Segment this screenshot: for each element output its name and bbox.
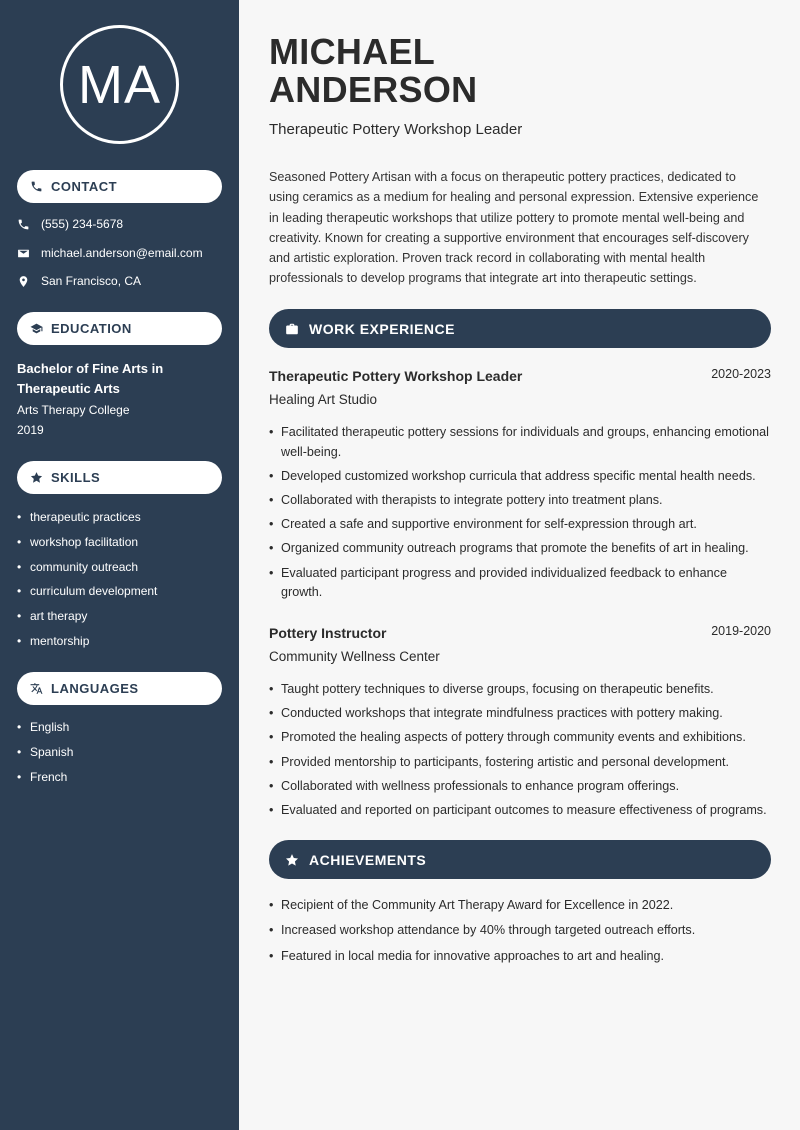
job-company: Healing Art Studio [269,392,378,407]
location-text: San Francisco, CA [41,274,142,288]
achievement-item: • Recipient of the Community Art Therapy Award for Excellence in 2022. [269,896,769,916]
job-title: Therapeutic Pottery Workshop Leader [269,368,523,384]
map-pin-icon [17,275,30,288]
job-bullet: • Evaluated participant progress and provided individualized feedback to enhance growth. [269,564,769,603]
work-experience-heading [269,309,771,348]
job-company: Community Wellness Center [269,649,440,664]
job-bullet: • Collaborated with therapists to integrate pottery into treatment plans. [269,491,769,511]
email-text: michael.anderson@email.com [41,246,203,260]
name-first: MICHAEL [269,31,436,72]
contact-email [17,246,203,260]
profile-summary: Seasoned Pottery Artisan with a focus on therapeutic pottery practices, dedicated to using ceramics as a medium for healing and personal expression. Extensive experience in leading therapeutic workshops that utilize pottery to promote mental well-being and creativity. Known for creating a supportive environment that encourages self-discovery and artistic exploration. Proven track record in collaborating with mental health professionals to develop programs that integrate art into therapeutic settings. [269,170,759,286]
work-experience-label: WORK EXPERIENCE [309,320,455,337]
job-bullet: • Collaborated with wellness professionals to enhance program offerings. [269,777,769,797]
skills-list [17,509,157,658]
job-bullet: • Facilitated therapeutic pottery sessions for individuals and groups, enhancing emotional well-being. [269,423,769,462]
language-item: • English [17,719,73,744]
job-bullet: • Taught pottery techniques to diverse groups, focusing on therapeutic benefits. [269,680,769,700]
education-heading-label: EDUCATION [51,321,132,336]
star-icon [285,853,299,867]
contact-heading [17,170,222,203]
envelope-icon [17,247,30,260]
job-title: Pottery Instructor [269,625,387,641]
graduation-cap-icon [30,322,43,335]
achievements-list [269,896,769,971]
candidate-name [269,33,477,109]
contact-heading-label: CONTACT [51,179,118,194]
degree: Bachelor of Fine Arts in Therapeutic Arts [17,361,164,396]
education-heading [17,312,222,345]
job-bullets [269,423,769,607]
star-icon [30,471,43,484]
skill-item: • mentorship [17,633,157,658]
contact-location [17,274,141,288]
achievements-heading [269,840,771,879]
job-headline: Therapeutic Pottery Workshop Leader [269,121,523,138]
job-bullet: • Provided mentorship to participants, fostering artistic and personal development. [269,753,769,773]
skills-heading [17,461,222,494]
languages-heading-label: LANGUAGES [51,681,139,696]
job-bullet: • Created a safe and supportive environment for self-expression through art. [269,515,769,535]
job-bullet: • Promoted the healing aspects of pottery through community events and exhibitions. [269,728,769,748]
language-item: • Spanish [17,744,73,769]
skills-heading-label: SKILLS [51,470,101,485]
achievements-label: ACHIEVEMENTS [309,851,427,868]
job-bullet: • Evaluated and reported on participant outcomes to measure effectiveness of programs. [269,801,769,821]
contact-phone [17,217,123,231]
sidebar [0,0,239,1130]
job-bullets [269,680,769,825]
job-bullet: • Conducted workshops that integrate mindfulness practices with pottery making. [269,704,769,724]
translate-icon [30,682,43,695]
skill-item: • therapeutic practices [17,509,157,534]
achievement-item: • Increased workshop attendance by 40% through targeted outreach efforts. [269,921,769,941]
monogram-avatar: MA [60,25,179,144]
name-last: ANDERSON [269,69,478,110]
graduation-year: 2019 [17,423,44,437]
languages-heading [17,672,222,705]
job-dates: 2019-2020 [711,624,771,638]
skill-item: • community outreach [17,559,157,584]
skill-item: • workshop facilitation [17,534,157,559]
job-dates: 2020-2023 [711,367,771,381]
languages-list [17,719,73,793]
school: Arts Therapy College [17,403,130,417]
job-bullet: • Organized community outreach programs that promote the benefits of art in healing. [269,539,769,559]
phone-icon [17,218,30,231]
language-item: • French [17,769,73,794]
achievement-item: • Featured in local media for innovative approaches to art and healing. [269,947,769,967]
job-bullet: • Developed customized workshop curricula that address specific mental health needs. [269,467,769,487]
skill-item: • curriculum development [17,583,157,608]
skill-item: • art therapy [17,608,157,633]
phone-text: (555) 234-5678 [41,217,124,231]
phone-icon [30,180,43,193]
briefcase-icon [285,322,299,336]
